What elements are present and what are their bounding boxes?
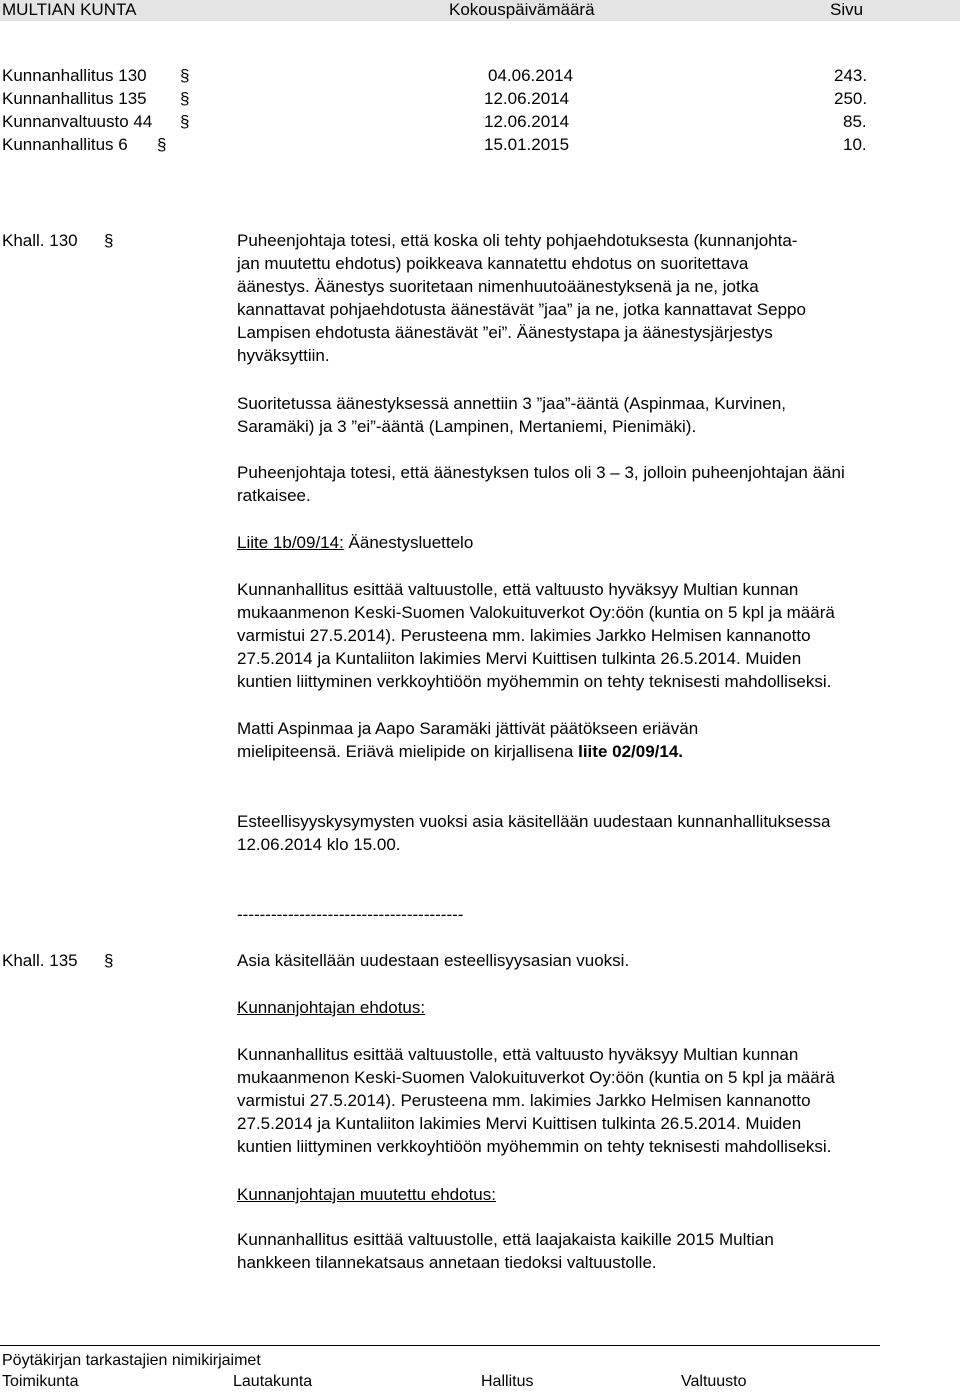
text-line: Saramäki) ja 3 ”ei”-ääntä (Lampinen, Mertaniemi, Pienimäki). xyxy=(237,417,697,436)
ref-page: 10. xyxy=(843,135,867,154)
item-130-para-6 xyxy=(237,810,959,856)
item-label: Khall. 135 xyxy=(2,951,78,970)
meeting-date-label: Kokouspäivämäärä xyxy=(449,0,595,19)
inspectors-initials-label: Pöytäkirjan tarkastajien nimikirjaimet xyxy=(2,1352,261,1369)
ref-body: Kunnanhallitus 130 xyxy=(2,66,147,85)
ref-body: Kunnanhallitus 135 xyxy=(2,89,147,108)
footer-col-board: Lautakunta xyxy=(233,1373,313,1390)
page-label: Sivu xyxy=(830,0,864,19)
text-line: 27.5.2014 ja Kuntaliiton lakimies Mervi Kuittisen tulkinta 26.5.2014. Muiden xyxy=(237,649,802,668)
text-line: Kunnanhallitus esittää valtuustolle, että valtuusto hyväksyy Multian kunnan xyxy=(237,1045,799,1064)
signature-rule xyxy=(0,1345,880,1346)
text-line: varmistui 27.5.2014). Perusteena mm. lakimies Jarkko Helmisen kannanotto xyxy=(237,626,811,645)
ref-date: 04.06.2014 xyxy=(488,66,574,85)
section-sign: § xyxy=(157,135,167,154)
section-sign: § xyxy=(180,66,190,85)
modified-proposal-heading xyxy=(237,1183,959,1206)
text-line: Esteellisyyskysymysten vuoksi asia käsitellään uudestaan kunnanhallituksessa xyxy=(237,812,831,831)
proposal-heading-text: Kunnanjohtajan ehdotus: xyxy=(237,998,426,1017)
attachment-title: Äänestysluettelo xyxy=(343,533,474,552)
text-line: jan muutettu ehdotus) poikkeava kannatettu ehdotus on suoritettava xyxy=(237,254,749,273)
text-line: äänestys. Äänestys suoritetaan nimenhuutoäänestyksenä ja ne, jotka xyxy=(237,277,759,296)
org-name: MULTIAN KUNTA xyxy=(2,0,137,19)
attachment-reference: liite 02/09/14. xyxy=(578,742,684,761)
text-line: Asia käsitellään uudestaan esteellisyysasian vuoksi. xyxy=(237,951,630,970)
item-130-para-1 xyxy=(237,229,959,367)
text-line: hankkeen tilannekatsaus annetaan tiedoksi valtuustolle. xyxy=(237,1253,657,1272)
divider-line: ---------------------------------------- xyxy=(237,905,464,924)
item-135-para-1 xyxy=(237,1043,959,1158)
page-header xyxy=(0,0,960,21)
section-sign: § xyxy=(180,112,190,131)
section-sign: § xyxy=(104,231,114,250)
footer-col-government: Hallitus xyxy=(481,1373,534,1390)
attachment-line xyxy=(237,531,959,554)
ref-date: 12.06.2014 xyxy=(484,112,570,131)
ref-page: 250. xyxy=(834,89,868,108)
text-line: 27.5.2014 ja Kuntaliiton lakimies Mervi Kuittisen tulkinta 26.5.2014. Muiden xyxy=(237,1114,802,1133)
item-130-para-4 xyxy=(237,578,959,693)
text-line: kuntien liittyminen verkkoyhtiöön myöhemmin on tehty teknisesti mahdolliseksi. xyxy=(237,672,832,691)
ref-page: 243. xyxy=(834,66,868,85)
text-line: Puheenjohtaja totesi, että koska oli tehty pohjaehdotuksesta (kunnanjohta- xyxy=(237,231,798,250)
text-line: ratkaisee. xyxy=(237,486,311,505)
item-130-para-2 xyxy=(237,392,959,438)
text-line: hyväksyttiin. xyxy=(237,346,330,365)
text-line: varmistui 27.5.2014). Perusteena mm. lakimies Jarkko Helmisen kannanotto xyxy=(237,1091,811,1110)
item-130-para-3 xyxy=(237,461,959,507)
text-line: mukaanmenon Keski-Suomen Valokuituverkot Oy:öön (kuntia on 5 kpl ja määrä xyxy=(237,1068,835,1087)
text-line: Suoritetussa äänestyksessä annettiin 3 ”jaa”-ääntä (Aspinmaa, Kurvinen, xyxy=(237,394,787,413)
item-label: Khall. 130 xyxy=(2,231,78,250)
item-135-intro xyxy=(237,949,959,972)
ref-date: 15.01.2015 xyxy=(484,135,570,154)
text-line: Lampisen ehdotusta äänestävät ”ei”. Äänestystapa ja äänestysjärjestys xyxy=(237,323,773,342)
text-line: Kunnanhallitus esittää valtuustolle, että valtuusto hyväksyy Multian kunnan xyxy=(237,580,799,599)
section-sign: § xyxy=(104,951,114,970)
text-line: Kunnanhallitus esittää valtuustolle, että laajakaista kaikille 2015 Multian xyxy=(237,1230,774,1249)
text-line: 12.06.2014 klo 15.00. xyxy=(237,835,401,854)
item-135-para-2 xyxy=(237,1228,959,1274)
modified-proposal-heading-text: Kunnanjohtajan muutettu ehdotus: xyxy=(237,1185,496,1204)
footer-col-committee: Toimikunta xyxy=(2,1373,79,1390)
proposal-heading xyxy=(237,996,959,1019)
text-line: kuntien liittyminen verkkoyhtiöön myöhemmin on tehty teknisesti mahdolliseksi. xyxy=(237,1137,832,1156)
footer-col-council: Valtuusto xyxy=(681,1373,747,1390)
text-line: Puheenjohtaja totesi, että äänestyksen tulos oli 3 – 3, jolloin puheenjohtajan ääni xyxy=(237,463,845,482)
ref-body: Kunnanhallitus 6 xyxy=(2,135,128,154)
ref-date: 12.06.2014 xyxy=(484,89,570,108)
item-130-para-5 xyxy=(237,717,959,763)
attachment-label: Liite 1b/09/14: xyxy=(237,533,344,552)
ref-body: Kunnanvaltuusto 44 xyxy=(2,112,153,131)
text-line: kannattavat pohjaehdotusta äänestävät ”jaa” ja ne, jotka kannattavat Seppo xyxy=(237,300,806,319)
ref-page: 85. xyxy=(843,112,867,131)
text-line: Matti Aspinmaa ja Aapo Saramäki jättivät päätökseen eriävän xyxy=(237,719,699,738)
section-sign: § xyxy=(180,89,190,108)
text-line: mukaanmenon Keski-Suomen Valokuituverkot Oy:öön (kuntia on 5 kpl ja määrä xyxy=(237,603,835,622)
text-line: mielipiteensä. Eriävä mielipide on kirjallisena xyxy=(237,742,579,761)
